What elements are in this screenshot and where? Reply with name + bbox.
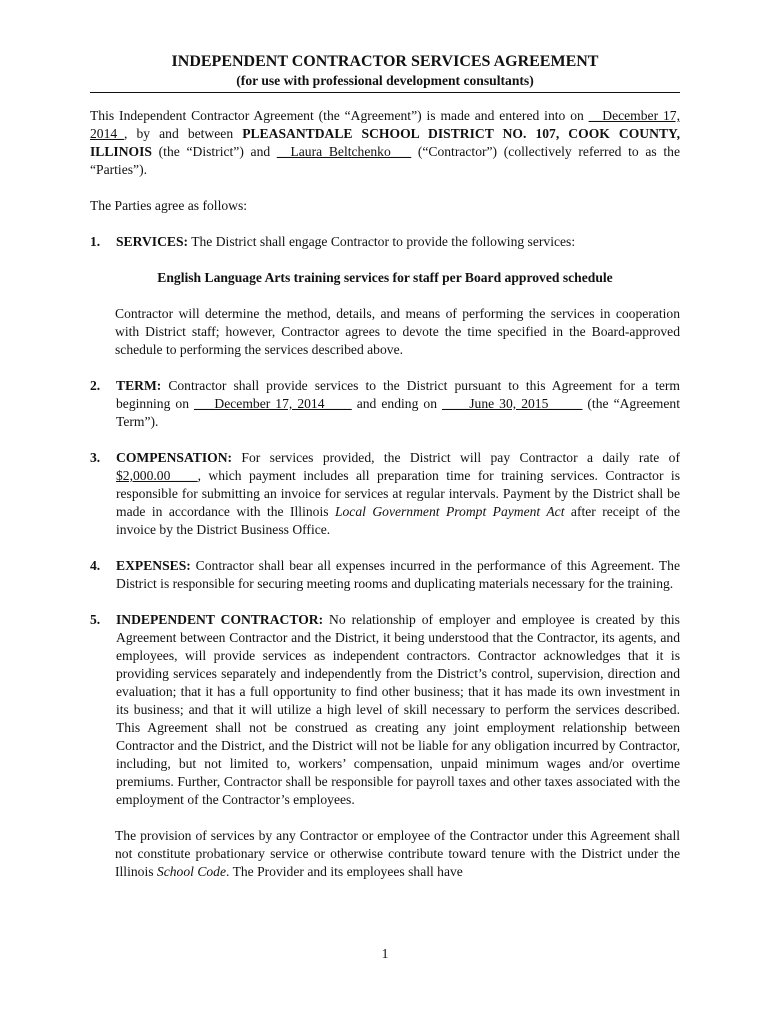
- section-heading: SERVICES:: [116, 234, 189, 249]
- section-independent-contractor: 5. INDEPENDENT CONTRACTOR: No relationship of employer and employee is created by this Agreement between Contractor and the District, it being understood that the Contractor, its agents, and employees, will provide services as independent contractors. Contractor acknowledges that it is providing services separately and independently from the District’s control, supervision, direction and evaluation; that it has a full opportunity to find other business; that it has made its own investment in its business; and that it will utilize a high level of skill necessary to perform the services described. This Agreement shall not be construed as creating any joint employment relationship between Contractor and the District, and the District will not be liable for any obligation incurred by Contractor, including, but not limited to, workers’ compensation, unpaid minimum wages and/or overtime premiums. Further, Contractor shall be responsible for payroll taxes and other taxes associated with the employment of the Contractor’s employees.: [90, 612, 680, 807]
- service-description: English Language Arts training services for staff per Board approved schedule: [157, 270, 613, 285]
- section-heading: COMPENSATION:: [116, 450, 233, 465]
- section-heading: EXPENSES:: [116, 558, 191, 573]
- daily-rate: $2,000.00____: [116, 468, 198, 483]
- page-number: 1: [381, 946, 389, 961]
- document-title: INDEPENDENT CONTRACTOR SERVICES AGREEMENT: [171, 53, 599, 70]
- tenure-paragraph: The provision of services by any Contractor or employee of the Contractor under this Agreement shall not constitute probationary service or otherwise contribute toward tenure with the District under the Illinois School Code. The Provider and its employees shall have: [115, 828, 680, 879]
- document-subtitle: (for use with professional development consultants): [236, 73, 534, 88]
- intro-paragraph: This Independent Contractor Agreement (the “Agreement”) is made and entered into on __December 17, 2014_, by and between PLEASANTDALE SCHOOL DISTRICT NO. 107, COOK COUNTY, ILLINOIS (the “District”) and __Laura Beltchenko___ (“Contractor”) (collectively referred to as the “Parties”).: [90, 108, 680, 177]
- agree-line: The Parties agree as follows:: [90, 198, 248, 213]
- section-services: 1. SERVICES: The District shall engage Contractor to provide the following services:: [90, 234, 576, 249]
- section-compensation: 3. COMPENSATION: For services provided, the District will pay Contractor a daily rate of $2,000.00____, which payment includes all preparation time for training services. Contractor is responsible for submitting an invoice for services at regular intervals. Payment by the District shall be made in accordance with the Illinois Local Government Prompt Payment Act after receipt of the invoice by the District Business Office.: [90, 450, 680, 537]
- title-rule: [90, 92, 680, 93]
- section-heading: TERM:: [116, 378, 162, 393]
- term-end-date: ____June 30, 2015_____: [442, 396, 583, 411]
- services-paragraph: Contractor will determine the method, details, and means of performing the services in cooperation with District staff; however, Contractor agrees to devote the time specified in the Board-approved schedule to performing the services described above.: [115, 306, 680, 357]
- section-expenses: 4. EXPENSES: Contractor shall bear all expenses incurred in the performance of this Agreement. The District is responsible for securing meeting rooms and duplicating materials necessary for the training.: [90, 558, 680, 591]
- section-heading: INDEPENDENT CONTRACTOR:: [116, 612, 324, 627]
- section-term: 2. TERM: Contractor shall provide services to the District pursuant to this Agreement for a term beginning on ___December 17, 2014____ and ending on ____June 30, 2015_____ (the “Agreement Term”).: [90, 378, 680, 429]
- act-name: Local Government Prompt Payment Act: [334, 504, 565, 519]
- agreement-date: __December 17, 2014_: [90, 108, 680, 141]
- code-name: School Code: [156, 864, 227, 879]
- district-name: PLEASANTDALE SCHOOL DISTRICT NO. 107, COOK COUNTY, ILLINOIS: [90, 126, 680, 159]
- term-start-date: ___December 17, 2014____: [194, 396, 352, 411]
- contractor-name: __Laura Beltchenko___: [276, 144, 412, 159]
